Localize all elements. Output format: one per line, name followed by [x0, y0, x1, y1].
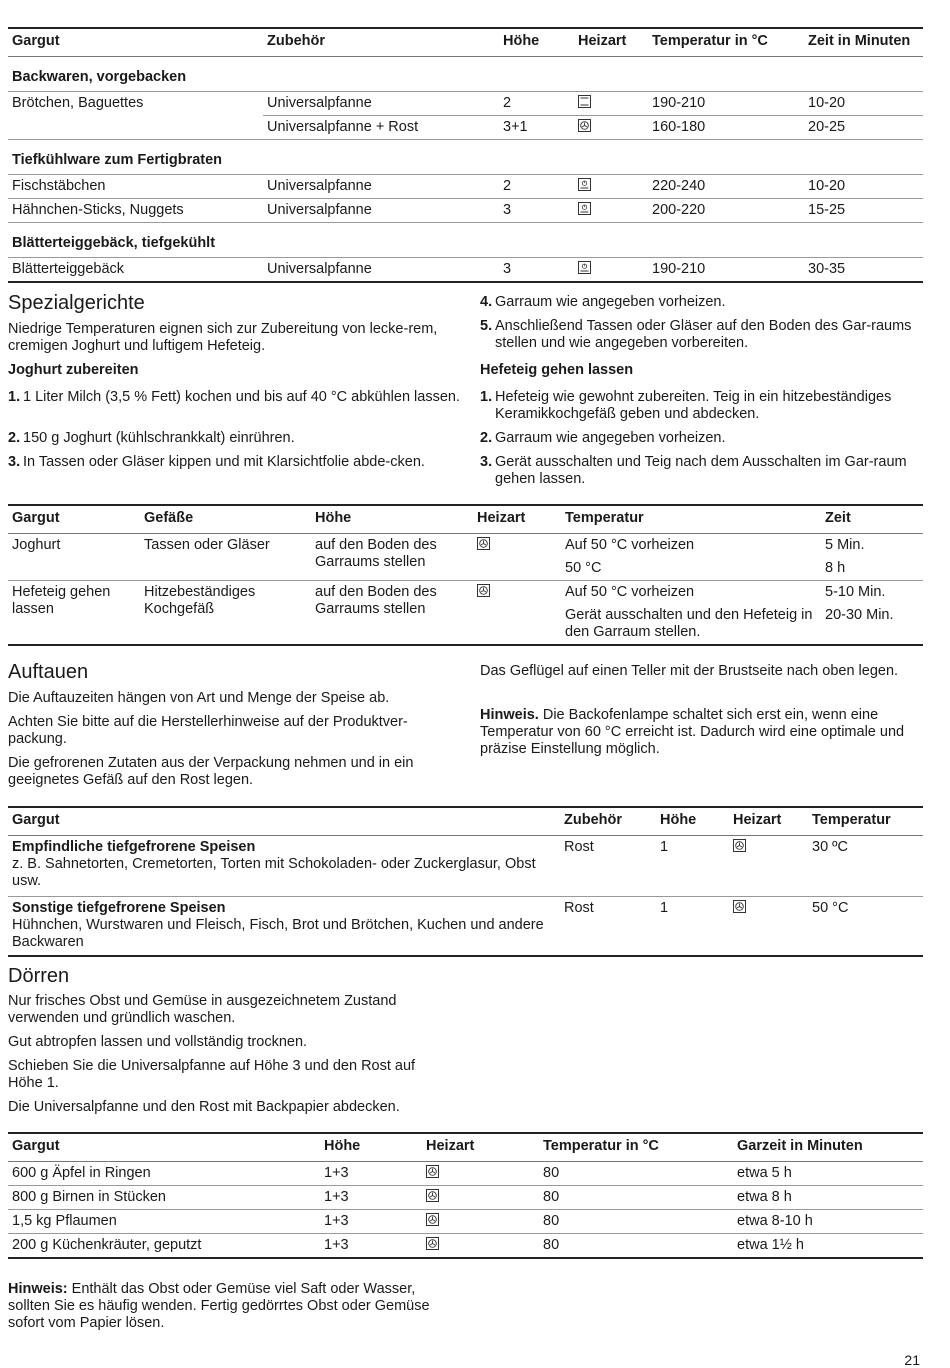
- col-heizart: Heizart: [733, 812, 782, 828]
- hefe-step-1: 1. Hefeteig wie gewohnt zubereiten. Teig in ein hitzebeständiges Keramikkochgefäß geben und abdecken.: [480, 389, 892, 422]
- hefe-step-2: 2. Garraum wie angegeben vorheizen.: [480, 430, 726, 446]
- table-row: Empfindliche tiefgefrorene Speisen z. B. Sahnetorten, Cremetorten, Torten mit Schokoladen- oder Zuckerglasur, Obst usw. Rost 1 30 ºC: [8, 836, 923, 897]
- table-row: Brötchen, Baguettes Universalpfanne 2 190-210 10-20: [8, 92, 923, 116]
- doerren-table-header: [8, 1133, 923, 1162]
- col-hoehe: Höhe: [315, 510, 352, 526]
- table-row: Gerät ausschalten und den Hefeteig in den Garraum stellen. 20-30 Min.: [565, 607, 894, 640]
- auftauen-table-header: [8, 807, 923, 836]
- col-zubehoer: Zubehör: [564, 812, 622, 828]
- heissluft-icon: [477, 537, 490, 550]
- pizzastufe-icon: [578, 261, 591, 274]
- col-gargut: Gargut: [12, 33, 60, 49]
- heissluft-icon: [733, 839, 746, 852]
- table-row: 800 g Birnen in Stücken 1+3 80 etwa 8 h: [8, 1186, 923, 1210]
- heissluft-icon: [426, 1165, 439, 1178]
- joghurt-step-1: 1. 1 Liter Milch (3,5 % Fett) kochen und bis auf 40 °C abkühlen lassen.: [8, 389, 461, 405]
- col-gargut: Gargut: [12, 812, 60, 828]
- col-hoehe: Höhe: [660, 812, 697, 828]
- group-row: Blätterteiggebäck, tiefgekühlt: [8, 223, 923, 258]
- table-row: 1,5 kg Pflaumen 1+3 80 etwa 8-10 h: [8, 1210, 923, 1234]
- col-temperatur: Temperatur in °C: [652, 33, 768, 49]
- doerren-p2: Gut abtropfen lassen und vollständig trocknen.: [8, 1034, 308, 1050]
- col-garzeit: Garzeit in Minuten: [737, 1138, 863, 1154]
- auftauen-p4: Das Geflügel auf einen Teller mit der Brustseite nach oben legen.: [480, 663, 899, 679]
- col-heizart: Heizart: [578, 33, 627, 49]
- heissluft-icon: [426, 1189, 439, 1202]
- final-hinweis: Hinweis: Enthält das Obst oder Gemüse viel Saft oder Wasser, sollten Sie es häufig wenden. Fertig gedörrtes Obst oder Gemüse sofort vom Papier lösen.: [8, 1281, 430, 1331]
- auftauen-p2: Achten Sie bitte auf die Herstellerhinweise auf der Produktver-packung.: [8, 714, 408, 747]
- auftauen-p1: Die Auftauzeiten hängen von Art und Menge der Speise ab.: [8, 690, 390, 706]
- group-row: Tiefkühlware zum Fertigbraten: [8, 140, 923, 175]
- table-row: 50 °C 8 h: [8, 557, 923, 581]
- joghurt-step-4: 4. Garraum wie angegeben vorheizen.: [480, 294, 726, 310]
- col-gefaesse: Gefäße: [144, 510, 194, 526]
- heissluft-icon: [426, 1213, 439, 1226]
- doerren-p4: Die Universalpfanne und den Rost mit Backpapier abdecken.: [8, 1099, 400, 1115]
- group-row: Backwaren, vorgebacken: [8, 57, 923, 92]
- doerren-title: Dörren: [8, 965, 70, 987]
- col-gargut: Gargut: [12, 510, 60, 526]
- page-number: 21: [904, 1352, 920, 1368]
- auftauen-table: [8, 806, 923, 957]
- ober-unterhitze-icon: [578, 95, 591, 108]
- table-row: Universalpfanne + Rost 3+1 160-180 20-25: [8, 116, 923, 140]
- auftauen-title: Auftauen: [8, 661, 89, 683]
- hefe-step-3: 3. Gerät ausschalten und Teig nach dem Ausschalten im Gar-raum gehen lassen.: [480, 454, 907, 487]
- col-zubehoer: Zubehör: [267, 33, 325, 49]
- joghurt-step-5: 5. Anschließend Tassen oder Gläser auf den Boden des Gar-raums stellen und wie angegeben vorbereiten.: [480, 318, 912, 351]
- spezial-table-header: [8, 505, 923, 534]
- heissluft-icon: [477, 584, 490, 597]
- col-heizart: Heizart: [426, 1138, 475, 1154]
- spezial-table: [8, 504, 923, 646]
- table-row: Joghurt Tassen oder Gläser auf den Boden des Garraums stellen Auf 50 °C vorheizen 5 Min.: [12, 537, 865, 570]
- col-temperatur: Temperatur in °C: [543, 1138, 659, 1154]
- heissluft-icon: [578, 119, 591, 132]
- pizzastufe-icon: [578, 202, 591, 215]
- col-heizart: Heizart: [477, 510, 526, 526]
- col-temperatur: Temperatur: [565, 510, 644, 526]
- hefe-title: Hefeteig gehen lassen: [480, 362, 634, 378]
- pizzastufe-icon: [578, 178, 591, 191]
- spezial-intro: Niedrige Temperaturen eignen sich zur Zubereitung von lecke-rem, cremigen Joghurt und luftigem Hefeteig.: [8, 321, 438, 354]
- table-row: Fischstäbchen Universalpfanne 2 220-240 10-20: [8, 175, 923, 199]
- heissluft-icon: [733, 900, 746, 913]
- baking-table-header: [8, 28, 923, 57]
- col-gargut: Gargut: [12, 1138, 60, 1154]
- col-hoehe: Höhe: [503, 33, 540, 49]
- table-row: Hähnchen-Sticks, Nuggets Universalpfanne 3 200-220 15-25: [8, 199, 923, 223]
- col-zeit: Zeit in Minuten: [808, 33, 911, 49]
- joghurt-title: Joghurt zubereiten: [8, 362, 139, 378]
- joghurt-step-3: 3. In Tassen oder Gläser kippen und mit Klarsichtfolie abde-cken.: [8, 454, 425, 470]
- doerren-table: [8, 1132, 923, 1259]
- doerren-p3: Schieben Sie die Universalpfanne auf Höhe 3 und den Rost auf Höhe 1.: [8, 1058, 416, 1091]
- col-zeit: Zeit: [825, 510, 851, 526]
- auftauen-hinweis: Hinweis. Die Backofenlampe schaltet sich erst ein, wenn eine Temperatur von 60 °C erreicht ist. Dadurch wird eine optimale und präzise Einstellung möglich.: [480, 707, 905, 757]
- baking-table: [8, 27, 923, 283]
- col-temperatur: Temperatur: [812, 812, 891, 828]
- heissluft-icon: [426, 1237, 439, 1250]
- doerren-p1: Nur frisches Obst und Gemüse in ausgezeichnetem Zustand verwenden und gründlich waschen.: [8, 993, 397, 1026]
- table-row: Blätterteiggebäck Universalpfanne 3 190-210 30-35: [12, 261, 846, 277]
- table-row: Hefeteig gehen lassen Hitzebeständiges Kochgefäß auf den Boden des Garraums stellen Auf 50 °C vorheizen 5-10 Min.: [8, 581, 923, 605]
- joghurt-step-2: 2. 150 g Joghurt (kühlschrankkalt) einrühren.: [8, 430, 295, 446]
- spezial-title: Spezialgerichte: [8, 292, 145, 314]
- table-row: 600 g Äpfel in Ringen 1+3 80 etwa 5 h: [8, 1162, 923, 1186]
- col-hoehe: Höhe: [324, 1138, 361, 1154]
- table-row: Sonstige tiefgefrorene Speisen Hühnchen, Wurstwaren und Fleisch, Fisch, Brot und Brötchen, Kuchen und andere Backwaren Rost 1 50 °C: [12, 900, 849, 950]
- table-row: 200 g Küchenkräuter, geputzt 1+3 80 etwa 1½ h: [12, 1237, 804, 1253]
- auftauen-p3: Die gefrorenen Zutaten aus der Verpackung nehmen und in ein geeignetes Gefäß auf den Rost legen.: [8, 755, 414, 788]
